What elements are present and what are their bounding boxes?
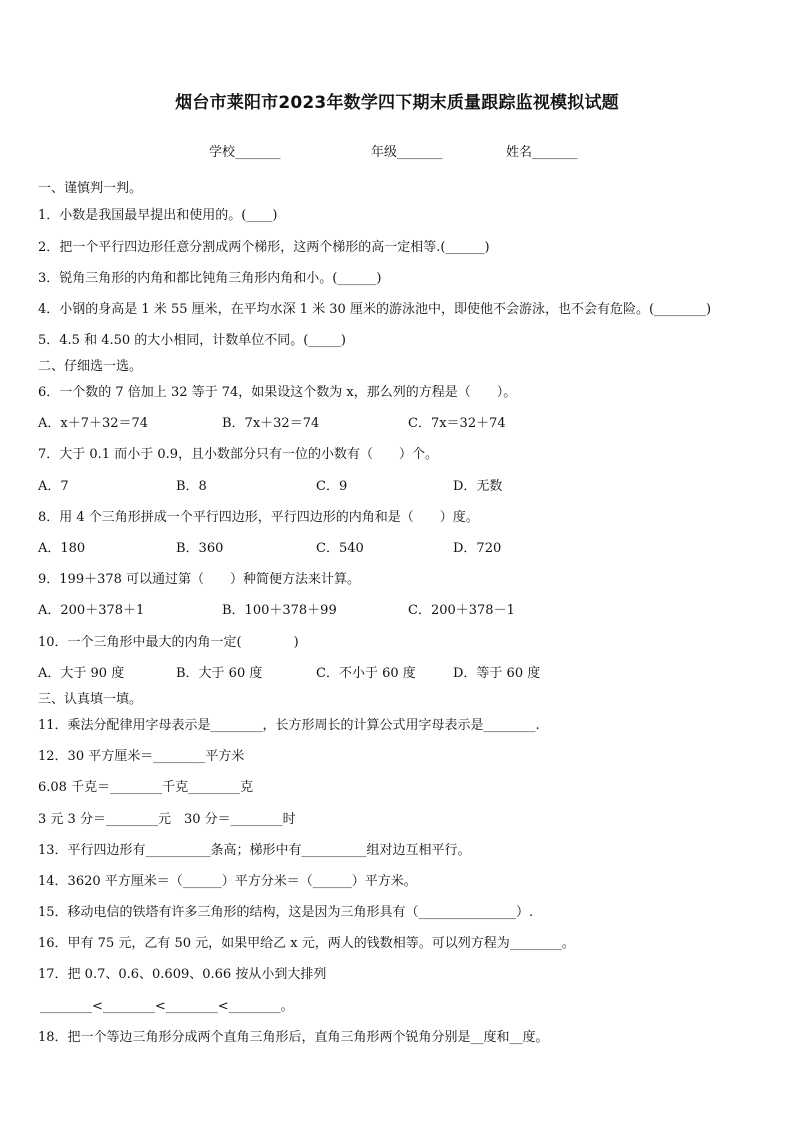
option-9c: C．200＋378－1 [408,603,515,618]
school-field: 学校_______ [209,145,281,160]
option-7c: C．9 [316,479,348,494]
question-2: 2．把一个平行四边形任意分割成两个梯形，这两个梯形的高一定相等.(______) [38,240,490,255]
question-16: 16．甲有 75 元，乙有 50 元，如果甲给乙 x 元，两人的钱数相等。可以列方程为________。 [38,936,575,951]
option-7d: D．无数 [453,479,503,494]
question-5: 5．4.5 和 4.50 的大小相同，计数单位不同。(_____) [38,333,346,348]
question-3: 3．锐角三角形的内角和都比钝角三角形内角和小。(______) [38,271,382,286]
question-7: 7．大于 0.1 而小于 0.9，且小数部分只有一位的小数有（ ）个。 [38,447,439,462]
question-17: 17．把 0.7、0.6、0.609、0.66 按从小到大排列 [38,967,327,982]
option-8d: D．720 [453,541,502,556]
option-7a: A．7 [38,479,69,494]
option-8c: C．540 [316,541,364,556]
question-6: 6．一个数的 7 倍加上 32 等于 74，如果设这个数为 x，那么列的方程是（ ）。 [38,385,517,400]
section-heading-judge: 一、谨慎判一判。 [38,181,143,196]
question-4: 4．小钢的身高是 1 米 55 厘米，在平均水深 1 米 30 厘米的游泳池中，即使他不会游泳，也不会有危险。(________) [38,302,712,317]
option-10b: B．大于 60 度 [176,666,263,681]
grade-field: 年级_______ [371,145,443,160]
option-9a: A．200＋378＋1 [38,603,145,618]
question-1: 1．小数是我国最早提出和使用的。(____) [38,208,278,223]
option-9b: B．100＋378＋99 [222,603,337,618]
question-12-part-b: 6.08 千克＝________千克________克 [38,780,254,795]
section-heading-choose: 二、仔细选一选。 [38,359,143,374]
option-10a: A．大于 90 度 [38,666,125,681]
option-10c: C．不小于 60 度 [316,666,416,681]
option-6b: B．7x＋32＝74 [222,416,320,431]
option-8b: B．360 [176,541,224,556]
option-10d: D．等于 60 度 [453,666,541,681]
question-9: 9．199＋378 可以通过第（ ）种简便方法来计算。 [38,572,361,587]
option-8a: A．180 [38,541,86,556]
question-8: 8．用 4 个三角形拼成一个平行四边形，平行四边形的内角和是（ ）度。 [38,510,479,525]
question-13: 13．平行四边形有__________条高；梯形中有__________组对边互相平行。 [38,843,471,858]
question-12-part-c: 3 元 3 分＝________元 30 分＝________时 [38,812,296,827]
option-6c: C．7x＝32＋74 [408,416,506,431]
question-12: 12．30 平方厘米＝________平方米 [38,749,245,764]
option-6a: A．x＋7＋32＝74 [38,416,149,431]
question-10: 10．一个三角形中最大的内角一定( ) [38,635,299,650]
name-field: 姓名_______ [506,145,578,160]
section-heading-fill: 三、认真填一填。 [38,692,143,707]
question-11: 11．乘法分配律用字母表示是________，长方形周长的计算公式用字母表示是________. [38,718,540,733]
question-15: 15．移动电信的铁塔有许多三角形的结构，这是因为三角形具有（_______________）. [38,905,534,920]
question-17-answer-line: ________<________<________<________。 [40,999,294,1014]
page-title: 烟台市莱阳市2023年数学四下期末质量跟踪监视模拟试题 [175,93,619,113]
question-18: 18．把一个等边三角形分成两个直角三角形后，直角三角形两个锐角分别是__度和__度。 [38,1030,549,1045]
option-7b: B．8 [176,479,207,494]
question-14: 14．3620 平方厘米＝（______）平方分米＝（______）平方米。 [38,874,417,889]
